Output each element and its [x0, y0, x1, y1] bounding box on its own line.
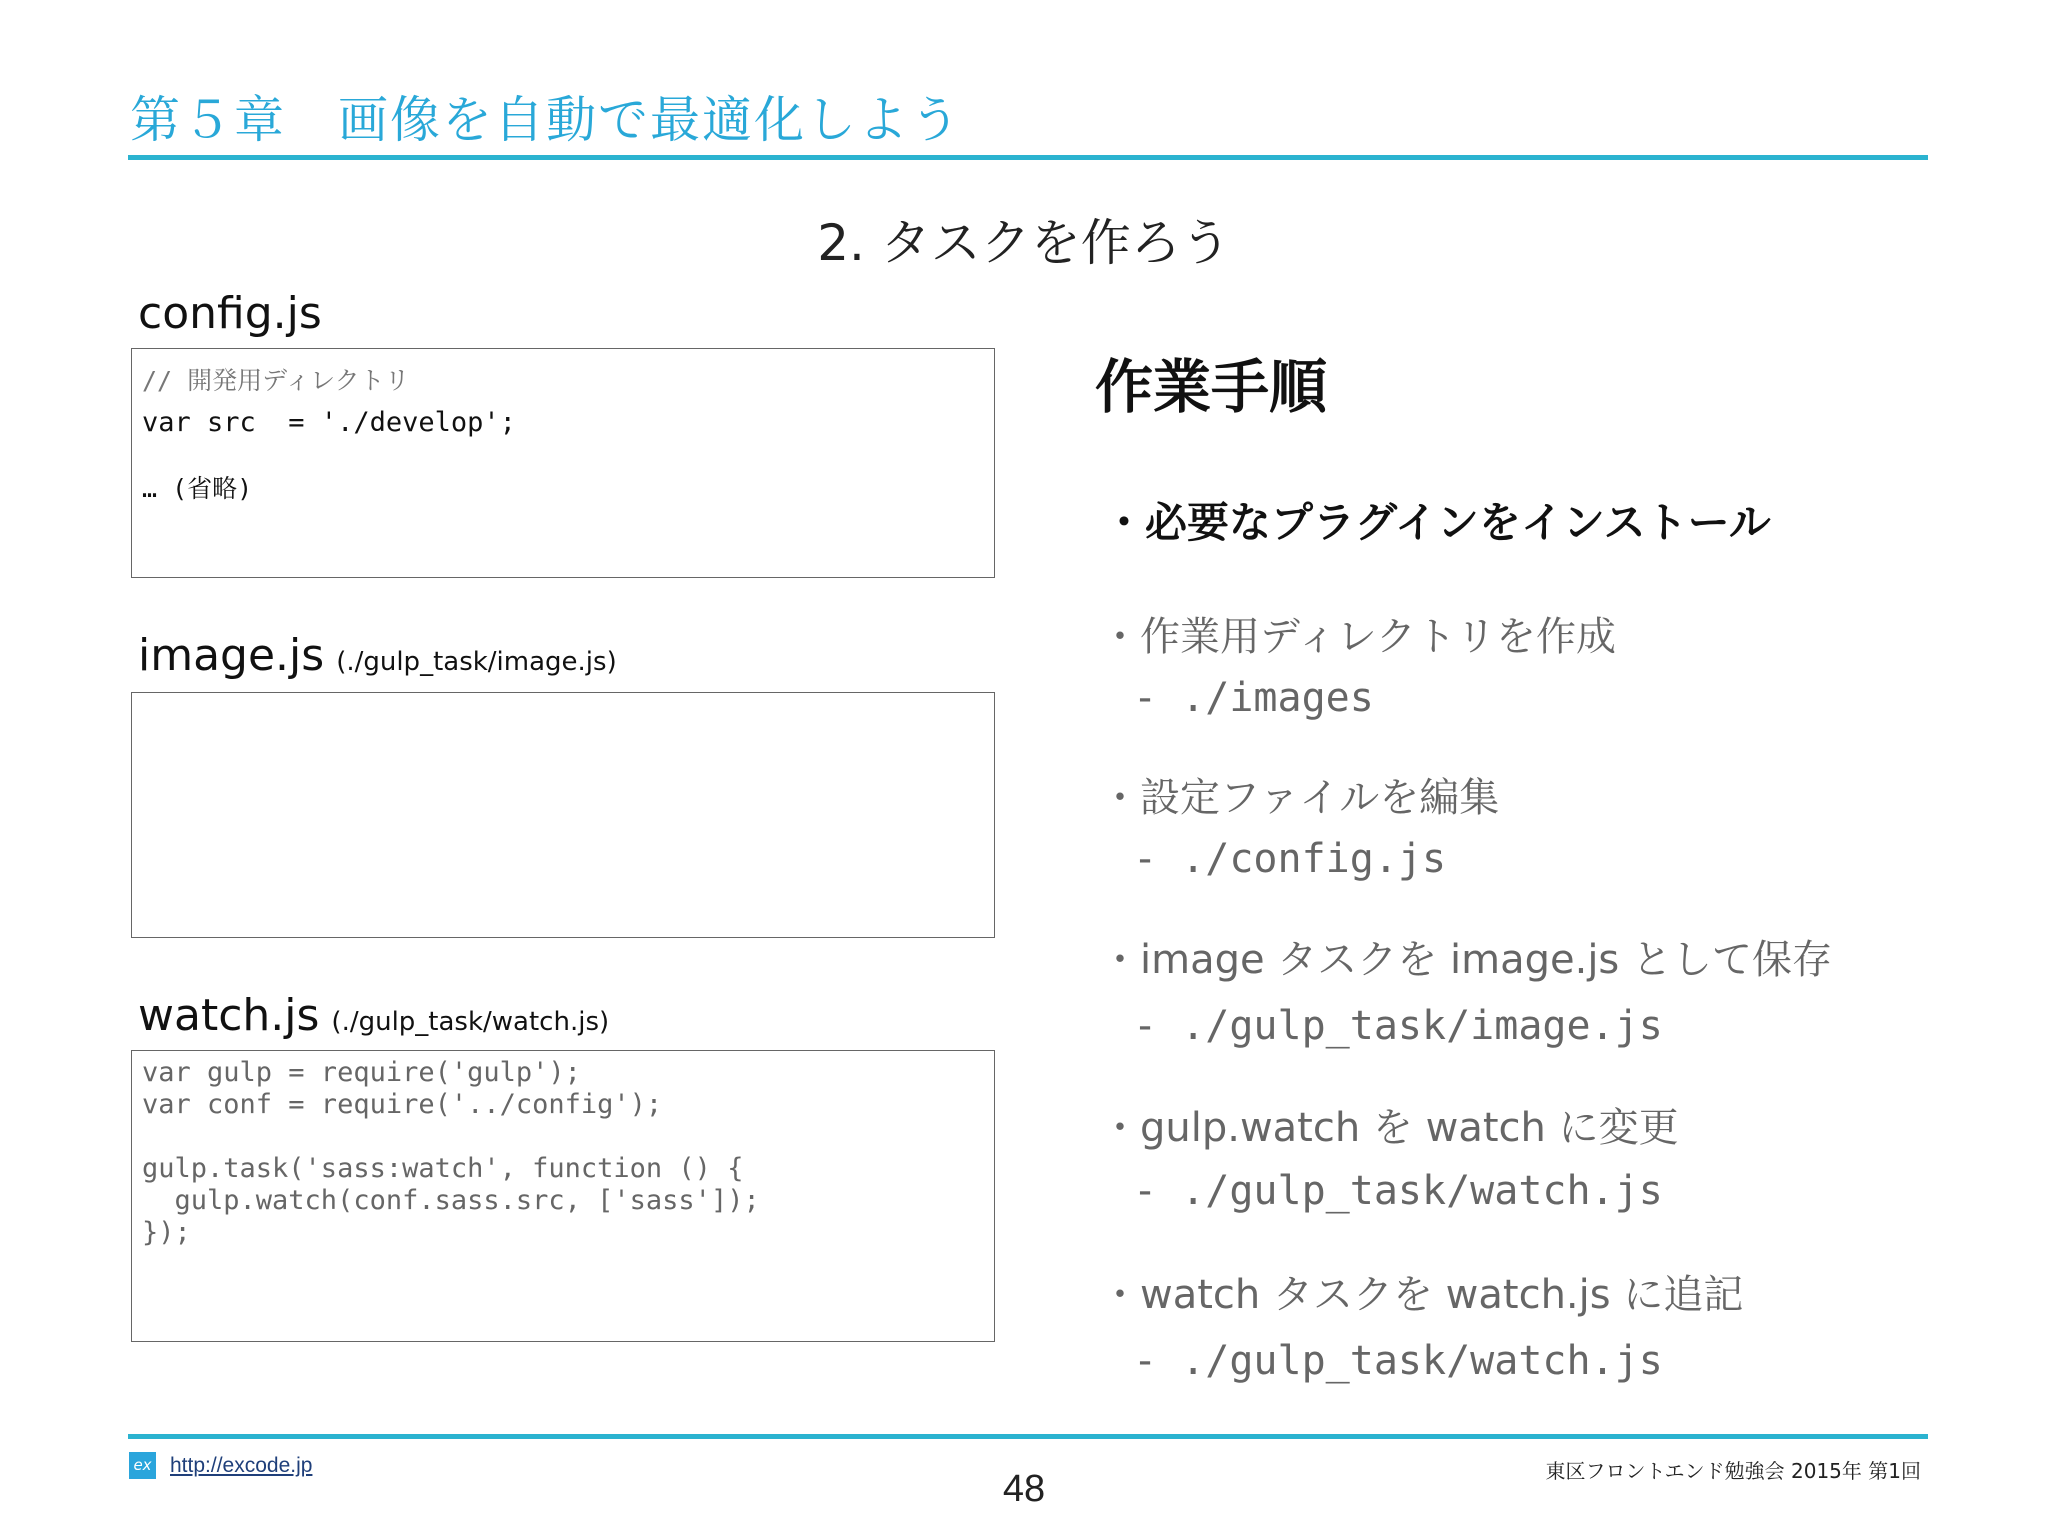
step-item: ・作業用ディレクトリを作成: [1100, 614, 1616, 660]
header-divider: [128, 155, 1928, 160]
page-number: 48: [1002, 1468, 1046, 1510]
step-item-path: - ./images: [1133, 675, 1374, 721]
step-install-plugins: ・必要なプラグインをインストール: [1103, 498, 1771, 547]
step-item-path: - ./gulp_task/image.js: [1133, 1003, 1663, 1049]
steps-heading: 作業手順: [1095, 353, 1328, 421]
config-file-name: config.js: [138, 288, 322, 339]
watch-file-name: watch.js: [138, 990, 320, 1041]
config-code-line: var src = './develop';: [142, 407, 516, 438]
image-file-path: (./gulp_task/image.js): [336, 647, 617, 677]
excode-logo-icon: ex: [129, 1452, 156, 1479]
step-item: ・watch タスクを watch.js に追記: [1100, 1272, 1744, 1318]
step-item: ・image タスクを image.js として保存: [1100, 937, 1832, 983]
config-code-comment: // 開発用ディレクトリ: [142, 366, 410, 395]
image-code-box: [131, 692, 995, 938]
watch-code-box: [131, 1050, 995, 1342]
step-item-path: - ./gulp_task/watch.js: [1133, 1168, 1663, 1214]
image-file-name: image.js: [138, 630, 325, 681]
image-file-label: [138, 630, 617, 681]
footer-divider: [128, 1434, 1928, 1439]
watch-file-label: [138, 990, 609, 1041]
slide-title: 2. タスクを作ろう: [817, 214, 1231, 272]
footer-event-name: 東区フロントエンド勉強会 2015年 第1回: [1545, 1459, 1921, 1483]
config-code-ellipsis: … (省略): [142, 474, 253, 503]
config-file-label: [138, 288, 322, 339]
watch-code-block: var gulp = require('gulp'); var conf = require('../config'); gulp.task('sass:watch', function () { gulp.watch(conf.sass.src, ['sass']); });: [142, 1057, 760, 1248]
step-item-path: - ./config.js: [1133, 836, 1447, 882]
step-item: ・gulp.watch を watch に変更: [1100, 1105, 1679, 1151]
watch-file-path: (./gulp_task/watch.js): [331, 1007, 610, 1037]
chapter-title: 第５章 画像を自動で最適化しよう: [130, 91, 962, 149]
config-code-box: [131, 348, 995, 578]
step-item: ・設定ファイルを編集: [1100, 775, 1500, 821]
footer-url-link[interactable]: http://excode.jp: [170, 1454, 313, 1477]
step-item-path: - ./gulp_task/watch.js: [1133, 1338, 1663, 1384]
